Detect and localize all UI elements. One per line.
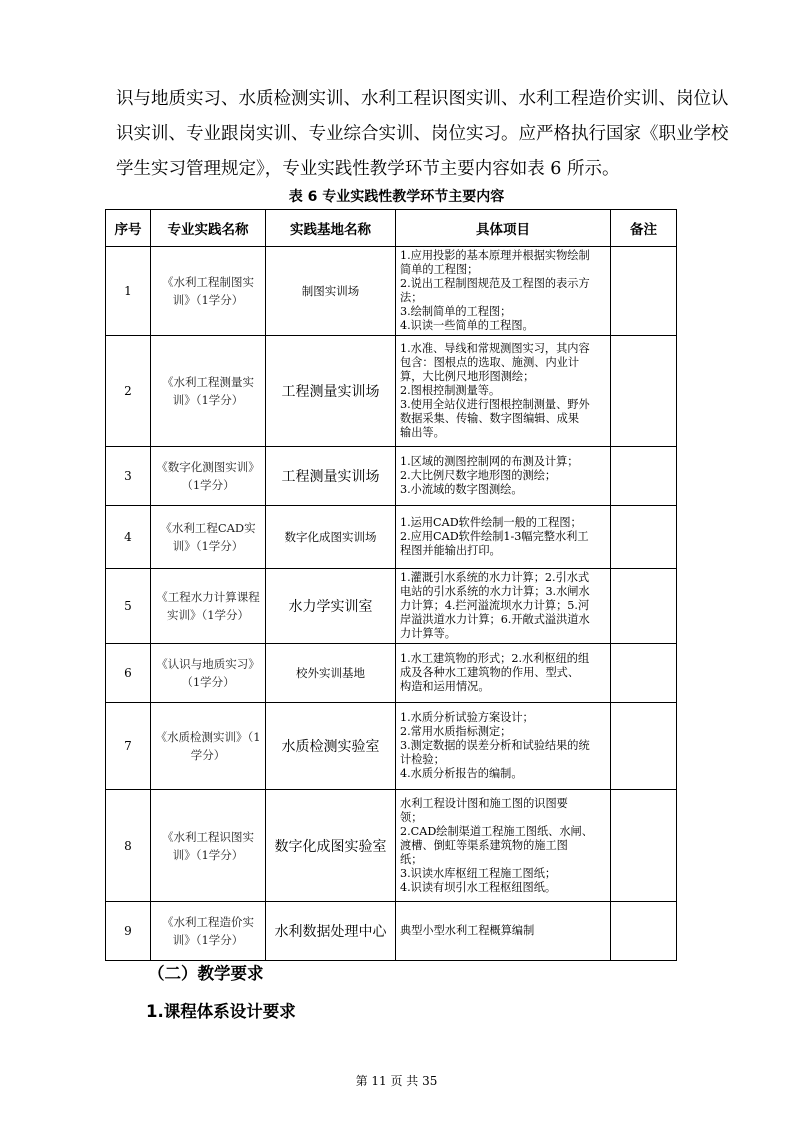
table-row (106, 790, 677, 902)
table-row (106, 247, 677, 336)
item-line: 1.水质分析试验方案设计； (400, 711, 534, 724)
cell-practice-name: 《水利工程识图实训》（1学分） (151, 790, 266, 902)
cell-note (611, 644, 677, 703)
cell-practice-base: 数字化成图实训场 (266, 506, 396, 569)
cell-practice-base: 水力学实训室 (266, 569, 396, 644)
cell-practice-name: 《水利工程造价实训》（1学分） (151, 902, 266, 961)
cell-practice-base: 数字化成图实验室 (266, 790, 396, 902)
item-line: 力计算；4.拦河溢流坝水力计算；5.河 (400, 599, 590, 612)
cell-note (611, 569, 677, 644)
cell-no: 4 (106, 506, 151, 569)
header-no: 序号 (106, 210, 151, 247)
cell-practice-base: 工程测量实训场 (266, 336, 396, 447)
item-line: 数据采集、传输、数字图编辑、成果 (400, 412, 580, 425)
cell-note (611, 447, 677, 506)
item-line: 4.识读有坝引水工程枢纽图纸。 (400, 880, 557, 894)
cell-note (611, 902, 677, 961)
item-line: 2.说出工程制图规范及工程图的表示方 (400, 277, 590, 290)
cell-no: 2 (106, 336, 151, 447)
section-heading: （二）教学要求 (148, 964, 264, 983)
cell-note (611, 247, 677, 336)
cell-no: 5 (106, 569, 151, 644)
item-line: 法； (400, 291, 423, 304)
header-name: 专业实践名称 (151, 210, 266, 247)
item-line: 典型小型水利工程概算编制 (400, 924, 535, 937)
item-line: 2.常用水质指标测定； (400, 725, 512, 738)
item-line: 构造和运用情况。 (400, 680, 490, 693)
cell-items (396, 569, 611, 644)
table-row (106, 703, 677, 790)
page-footer: 第 11 页 共 35 (355, 1074, 438, 1088)
item-line: 力计算等。 (400, 627, 456, 640)
table-row (106, 506, 677, 569)
cell-practice-name: 《数字化测图实训》（1学分） (151, 447, 266, 506)
cell-practice-base: 工程测量实训场 (266, 447, 396, 506)
table-body (106, 247, 677, 961)
item-line: 算，大比例尺地形图测绘； (400, 370, 535, 383)
header-base: 实践基地名称 (266, 210, 396, 247)
item-line: 1.灌溉引水系统的水力计算；2.引水式 (400, 571, 590, 584)
intro-line: 识与地质实习、水质检测实训、水利工程识图实训、水利工程造价实训、岗位认 (116, 89, 729, 109)
cell-no: 9 (106, 902, 151, 961)
cell-items (396, 247, 611, 336)
table-header-row (106, 210, 677, 247)
item-line: 成及各种水工建筑物的作用、型式、 (400, 666, 580, 679)
cell-practice-name: 《认识与地质实习》（1学分） (151, 644, 266, 703)
cell-note (611, 336, 677, 447)
cell-items (396, 447, 611, 506)
cell-items (396, 506, 611, 569)
cell-items (396, 902, 611, 961)
table-caption: 表 6 专业实践性教学环节主要内容 (288, 189, 505, 205)
cell-practice-name: 《工程水力计算课程实训》（1学分） (151, 569, 266, 644)
cell-no: 3 (106, 447, 151, 506)
subsection-heading: 1.课程体系设计要求 (146, 1002, 296, 1021)
item-line: 程图并能输出打印。 (400, 544, 501, 557)
intro-line: 识实训、专业跟岗实训、专业综合实训、岗位实习。应严格执行国家《职业学校 (116, 124, 729, 144)
item-line: 2.图根控制测量等。 (400, 384, 501, 397)
cell-note (611, 790, 677, 902)
cell-practice-name: 《水利工程CAD实训》（1学分） (151, 506, 266, 569)
table-row (106, 902, 677, 961)
item-line: 简单的工程图； (400, 263, 479, 276)
item-line: 纸； (400, 852, 423, 866)
cell-practice-base: 水质检测实验室 (266, 703, 396, 790)
table-row (106, 644, 677, 703)
intro-line: 学生实习管理规定》，专业实践性教学环节主要内容如表 6 所示。 (116, 159, 620, 179)
item-line: 领； (400, 810, 423, 824)
table-row (106, 569, 677, 644)
cell-no: 7 (106, 703, 151, 790)
cell-items (396, 336, 611, 447)
cell-no: 6 (106, 644, 151, 703)
item-line: 输出等。 (400, 426, 445, 439)
cell-practice-base: 制图实训场 (266, 247, 396, 336)
cell-note (611, 703, 677, 790)
item-line: 2.大比例尺数字地形图的测绘； (400, 469, 557, 482)
cell-practice-base: 水利数据处理中心 (266, 902, 396, 961)
item-line: 2.CAD绘制渠道工程施工图纸、水闸、 (400, 824, 593, 838)
cell-no: 8 (106, 790, 151, 902)
item-line: 1.水准、导线和常规测图实习，其内容 (400, 342, 590, 355)
header-note: 备注 (611, 210, 677, 247)
cell-no: 1 (106, 247, 151, 336)
cell-items (396, 703, 611, 790)
table-row (106, 336, 677, 447)
item-line: 渡槽、倒虹等渠系建筑物的施工图 (400, 838, 568, 852)
item-line: 3.使用全站仪进行图根控制测量、野外 (400, 398, 590, 411)
item-line: 3.小流域的数字图测绘。 (400, 483, 523, 496)
item-line: 岸溢洪道水力计算；6.开敞式溢洪道水 (400, 613, 590, 626)
item-line: 计检验； (400, 753, 445, 766)
item-line: 1.区域的测图控制网的布测及计算； (400, 455, 579, 468)
cell-practice-name: 《水利工程制图实训》（1学分） (151, 247, 266, 336)
cell-note (611, 506, 677, 569)
item-line: 1.水工建筑物的形式；2.水利枢纽的组 (400, 652, 590, 665)
cell-practice-name: 《水质检测实训》（1学分） (151, 703, 266, 790)
item-line: 3.测定数据的误差分析和试验结果的统 (400, 739, 590, 752)
table-row (106, 447, 677, 506)
item-line: 水利工程设计图和施工图的识图要 (400, 796, 568, 810)
cell-items (396, 644, 611, 703)
cell-practice-name: 《水利工程测量实训》（1学分） (151, 336, 266, 447)
item-line: 3.识读水库枢纽工程施工图纸； (400, 866, 557, 880)
practice-table (105, 209, 677, 961)
item-line: 4.识读一些简单的工程图。 (400, 319, 534, 332)
item-line: 4.水质分析报告的编制。 (400, 767, 523, 780)
item-line: 1.应用投影的基本原理并根据实物绘制 (400, 249, 590, 262)
item-line: 2.应用CAD软件绘制1-3幅完整水利工 (400, 530, 589, 543)
cell-items (396, 790, 611, 902)
item-line: 包含：图根点的选取、施测、内业计 (400, 356, 580, 369)
item-line: 3.绘制简单的工程图； (400, 305, 512, 318)
item-line: 电站的引水系统的水力计算；3.水闸水 (400, 585, 590, 598)
cell-practice-base: 校外实训基地 (266, 644, 396, 703)
item-line: 1.运用CAD软件绘制一般的工程图； (400, 516, 582, 529)
header-items: 具体项目 (396, 210, 611, 247)
intro-paragraph (116, 82, 729, 187)
